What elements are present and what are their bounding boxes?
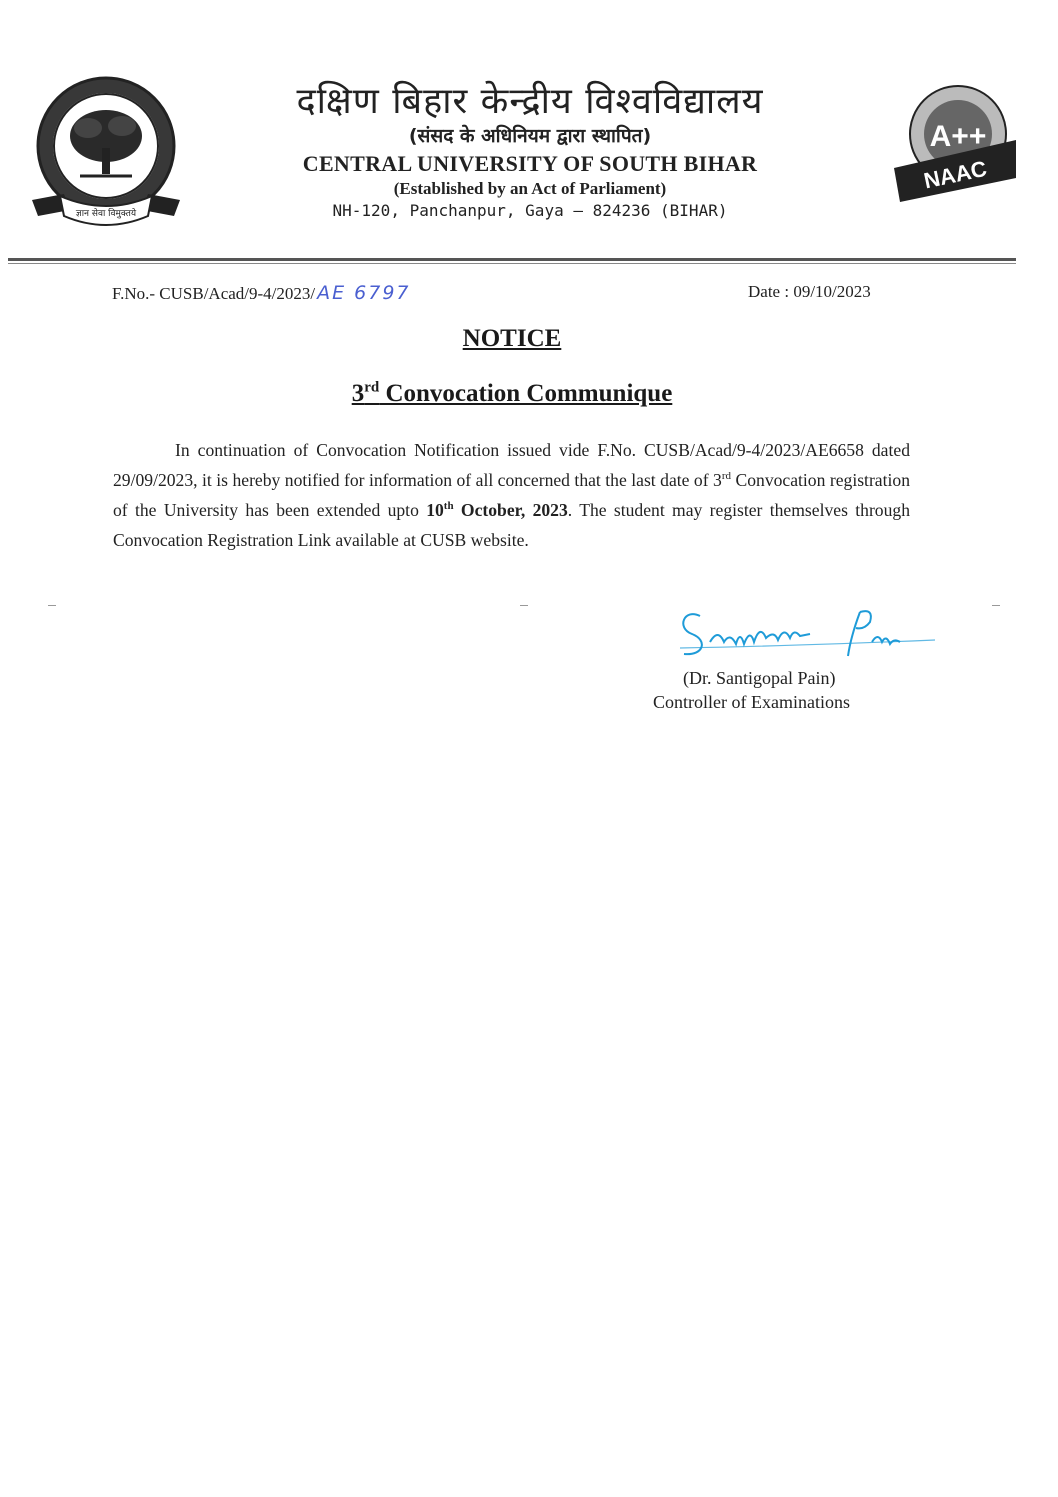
scan-speck (520, 605, 528, 606)
subject-ordinal: 3 (351, 380, 365, 408)
signatory-designation: Controller of Examinations (653, 692, 850, 712)
university-logo (30, 70, 182, 230)
naac-badge (890, 78, 1020, 208)
naac-label: NAAC (921, 155, 989, 194)
body-part3: . The student may register themselves through Convocation Registration Link available at CUSB website. (113, 500, 910, 550)
university-name-english: CENTRAL UNIVERSITY OF SOUTH BIHAR (302, 151, 758, 176)
scan-speck (992, 605, 1000, 606)
file-number-label: F.No.- CUSB/Acad/9-4/2023/ (112, 284, 316, 303)
body-part2: Convocation registration of the University has been extended upto (113, 470, 910, 520)
body-bold-rest: October, 2023 (453, 500, 568, 520)
header-divider (8, 258, 1016, 261)
file-number-handwritten: AE 6797 (317, 282, 411, 304)
notice-subject (0, 380, 1024, 408)
file-number (112, 282, 411, 304)
university-subtitle-hindi: (संसद के अधिनियम द्वारा स्थापित) (408, 125, 652, 147)
university-subtitle-english: (Established by an Act of Parliament) (393, 179, 667, 198)
signature (670, 598, 950, 662)
subject-suffix: rd (364, 380, 380, 396)
naac-grade: A++ (929, 120, 987, 153)
university-address: NH-120, Panchanpur, Gaya – 824236 (BIHAR) (332, 201, 728, 220)
scan-speck (48, 605, 56, 606)
logo-motto: ज्ञान सेवा विमुक्तये (75, 209, 137, 219)
subject-text: Convocation Communique (379, 380, 673, 408)
notice-body (113, 435, 910, 555)
body-sup1: rd (721, 470, 732, 483)
university-name-hindi: दक्षिण बिहार केन्द्रीय विश्वविद्यालय (296, 81, 764, 122)
body-sup2: th (443, 500, 454, 513)
body-part1: In continuation of Convocation Notification issued vide F.No. CUSB/Acad/9-4/2023/AE6658 dated 29/09/2023, it is hereby notified for information of all concerned that the last date of 3 (113, 440, 910, 490)
notice-heading: NOTICE (462, 325, 562, 352)
signatory-name: (Dr. Santigopal Pain) (683, 668, 836, 688)
header-divider-thin (8, 263, 1016, 264)
notice-date: Date : 09/10/2023 (748, 282, 871, 301)
body-bold-day: 10 (426, 500, 444, 520)
